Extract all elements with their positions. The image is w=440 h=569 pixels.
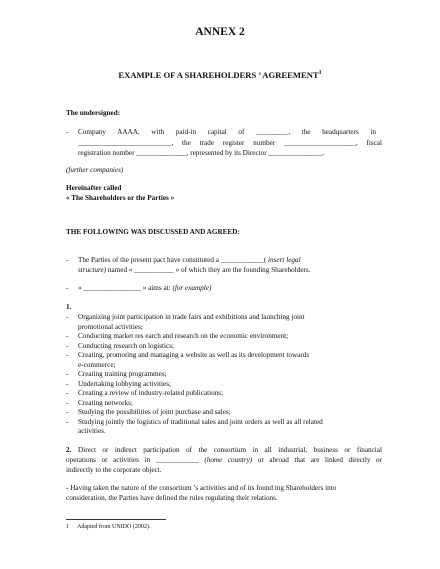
section-2-home-country: (home country) bbox=[204, 456, 253, 464]
activity-list-item bbox=[66, 351, 386, 361]
further-companies-note: (further companies) bbox=[66, 166, 124, 174]
discussed-agreed-heading: THE FOLLOWING WAS DISCUSSED AND AGREED: bbox=[66, 228, 240, 236]
clause-b-text: « ________________ » aims at: bbox=[78, 284, 173, 292]
list-item-text: Creating a review of industry-related publications; bbox=[78, 389, 224, 397]
list-dash: - bbox=[66, 379, 69, 388]
activity-list-item-continuation bbox=[66, 361, 386, 371]
undersigned-line-2: __________________________, the trade register number ____________________, fiscal bbox=[78, 139, 382, 147]
clause-a-line-2-text: named « ___________ » of which they are the founding Shareholders. bbox=[106, 266, 311, 274]
activity-list-item bbox=[66, 370, 386, 380]
list-item-text: Creating networks; bbox=[78, 398, 133, 407]
list-item-text: Undertaking lobbying activities; bbox=[78, 379, 172, 388]
undersigned-dash: - bbox=[66, 128, 69, 136]
clause-a-line-1-italic: insert legal bbox=[266, 256, 301, 264]
activity-list-item-continuation bbox=[66, 427, 386, 437]
section-2-line-2 bbox=[66, 456, 382, 466]
footnote-ref-mark: 1 bbox=[318, 70, 322, 76]
section-2-line-2-post: or abroad that are linked directly or bbox=[252, 456, 383, 464]
closing-line-2: consideration, the Parties have defined the rules regulating their relations. bbox=[66, 494, 278, 502]
activity-list-item bbox=[66, 389, 386, 399]
list-dash: - bbox=[66, 417, 69, 426]
list-dash: - bbox=[66, 332, 69, 340]
list-item-text: Conducting market res earch and research on the economic environment; bbox=[78, 332, 289, 340]
footnote bbox=[66, 523, 150, 531]
list-item-text: Studying the possibilities of joint purchase and sales; bbox=[78, 408, 231, 416]
list-item-text: Creating, promoting and managing a website as well as its development towards bbox=[78, 351, 310, 359]
list-dash: - bbox=[66, 408, 69, 416]
clause-a-dash: - bbox=[66, 256, 69, 264]
undersigned-heading: The undersigned: bbox=[66, 109, 121, 117]
section-1-number: 1. bbox=[66, 303, 72, 311]
subtitle-text: EXAMPLE OF A SHAREHOLDERS ’ AGREEMENT bbox=[118, 70, 319, 80]
footnote-separator bbox=[66, 519, 166, 520]
section-1-list bbox=[66, 313, 386, 437]
closing-line-1: - Having taken the nature of the consortium ’s activities and of its found ing Shareholders into bbox=[66, 484, 337, 492]
list-item-text: promotional activities; bbox=[78, 322, 143, 331]
undersigned-line-3: registration number ______________, represented by its Director _______________. bbox=[78, 149, 325, 157]
parties-definition: « The Shareholders or the Parties » bbox=[66, 194, 175, 202]
list-dash: - bbox=[66, 341, 69, 350]
list-item-text: e-commerce; bbox=[78, 360, 116, 369]
list-item-text: Creating training programmes; bbox=[78, 370, 167, 378]
clause-a-line-1-text: The Parties of the present pact have constituted a ____________( bbox=[78, 256, 267, 264]
activity-list-item bbox=[66, 399, 386, 409]
clause-a-line-1 bbox=[78, 256, 301, 266]
activity-list bbox=[66, 313, 386, 437]
section-2-number: 2. bbox=[66, 446, 72, 454]
activity-list-item bbox=[66, 332, 386, 342]
clause-b-italic: (for example) bbox=[172, 284, 212, 292]
document-subtitle bbox=[0, 70, 440, 80]
clause-a-line-2 bbox=[78, 266, 311, 276]
list-dash: - bbox=[66, 313, 69, 321]
clause-b-dash: - bbox=[66, 284, 69, 292]
hereinafter-label: Hereinafter called bbox=[66, 184, 122, 192]
activity-list-item-continuation bbox=[66, 323, 386, 333]
section-2-line-2-text: operations or activities in ____________ bbox=[66, 456, 205, 464]
list-dash: - bbox=[66, 389, 69, 397]
list-item-text: Organizing joint participation in trade fairs and exhibitions and launching joint bbox=[78, 313, 305, 321]
activity-list-item bbox=[66, 408, 386, 418]
clause-b-line bbox=[78, 284, 211, 294]
undersigned-line-1: Company AAAA, with paid-in capital of _________, the headquarters in bbox=[78, 128, 376, 136]
list-dash: - bbox=[66, 370, 69, 378]
list-item-text: activities. bbox=[78, 427, 106, 435]
activity-list-item bbox=[66, 342, 386, 352]
section-2-line-1: Direct or indirect participation of the consortium in all industrial, business or financial bbox=[78, 446, 382, 454]
list-dash: - bbox=[66, 351, 69, 359]
activity-list-item bbox=[66, 380, 386, 390]
annex-title: ANNEX 2 bbox=[195, 26, 245, 38]
footnote-text: Adapted from UNIDO (2002). bbox=[77, 524, 151, 530]
list-item-text: Studying jointly the logistics of traditional sales and joint orders as well as all related bbox=[78, 417, 323, 426]
activity-list-item bbox=[66, 418, 386, 428]
activity-list-item bbox=[66, 313, 386, 323]
section-2-line-3: indirectly to the corporate object. bbox=[66, 466, 162, 474]
list-dash: - bbox=[66, 398, 69, 407]
footnote-mark: 1 bbox=[66, 524, 69, 530]
list-item-text: Conducting research on logistics; bbox=[78, 341, 175, 350]
clause-a-line-2-italic: structure) bbox=[78, 266, 107, 274]
